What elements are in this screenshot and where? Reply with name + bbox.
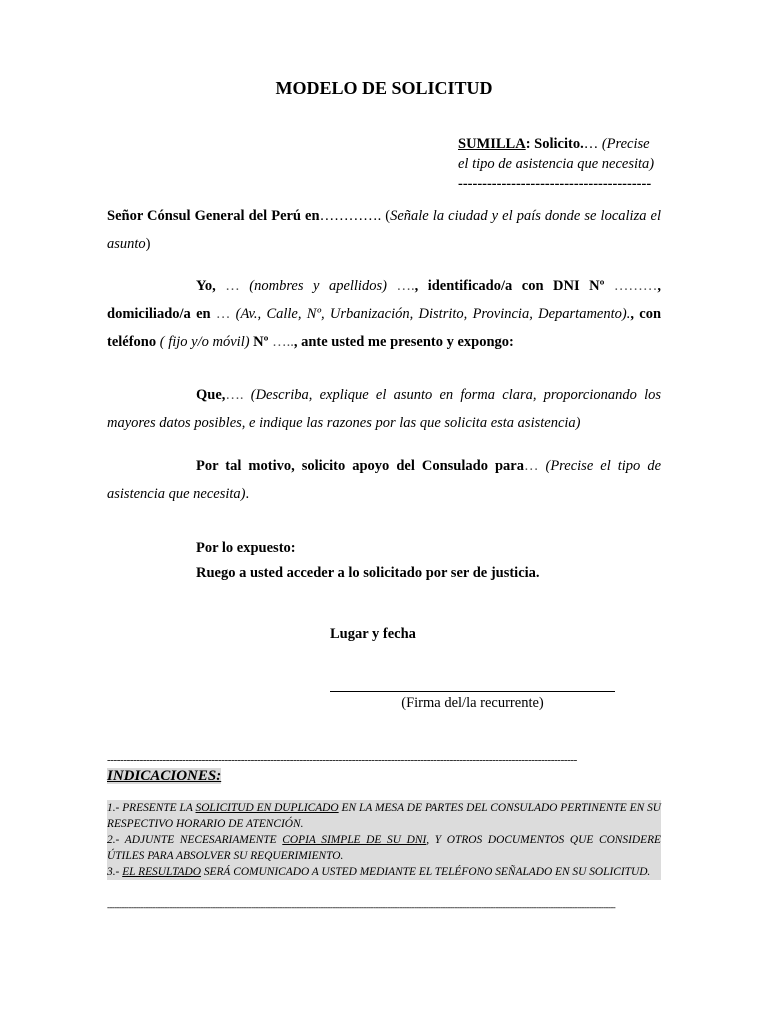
indicacion-3: 3.- EL RESULTADO SERÁ COMUNICADO A USTED MEDIANTE EL TELÉFONO SEÑALADO EN SU SOLICITUD.: [107, 864, 661, 880]
sumilla-block: [458, 134, 663, 194]
expuesto-line: Por lo expuesto:: [196, 540, 296, 556]
identity-paragraph: Yo, … (nombres y apellidos) …., identificado/a con DNI Nº ………, domiciliado/a en … (Av., Calle, Nº, Urbanización, Distrito, Provincia, Departamento)., con teléfono ( fijo y/o móvil) Nº ….., ante usted me presento y expongo:: [107, 278, 662, 350]
addressee: Señor Cónsul General del Perú en…………. (Señale la ciudad y el país donde se localiza el asunto): [107, 208, 661, 252]
sumilla-label: SUMILLA: [458, 136, 526, 152]
sumilla-text: SUMILLA: Solicito.… (Precise el tipo de asistencia que necesita): [458, 136, 655, 172]
indicacion-1: 1.- PRESENTE LA SOLICITUD EN DUPLICADO EN LA MESA DE PARTES DEL CONSULADO PERTINENTE EN SU RESPECTIVO HORARIO DE ATENCIÓN.: [107, 802, 661, 830]
sumilla-rule: ----------------------------------------: [458, 176, 652, 192]
signature-caption: (Firma del/la recurrente): [401, 695, 544, 711]
motivo-paragraph: Por tal motivo, solicito apoyo del Consulado para… (Precise el tipo de asistencia que necesita).: [107, 458, 661, 502]
sumilla-instruction: (Precise el tipo de asistencia que necesita): [458, 136, 655, 172]
separator-top: ------------------------------------------------------------------------------------------------------------------------------------------------: [107, 755, 577, 765]
document-title: MODELO DE SOLICITUD: [275, 78, 493, 98]
ruego-line: Ruego a usted acceder a lo solicitado por ser de justicia.: [196, 565, 540, 581]
lugar-fecha: Lugar y fecha: [330, 626, 416, 642]
separator-bottom: --------------------------------------------------------------------------------------------------------------------------------------------------------------------------------------------------------------------: [107, 902, 616, 912]
indicaciones-title: INDICACIONES:: [107, 768, 222, 784]
que-paragraph: Que,…. (Describa, explique el asunto en forma clara, proporcionando los mayores datos posibles, e indique las razones por las que solicita esta asistencia): [107, 387, 661, 431]
indicacion-2: 2.- ADJUNTE NECESARIAMENTE COPIA SIMPLE DE SU DNI, Y OTROS DOCUMENTOS QUE CONSIDERE ÚTILES PARA ABSOLVER SU REQUERIMIENTO.: [107, 834, 661, 862]
indicaciones-list: [107, 800, 661, 880]
signature-line: [330, 691, 615, 692]
